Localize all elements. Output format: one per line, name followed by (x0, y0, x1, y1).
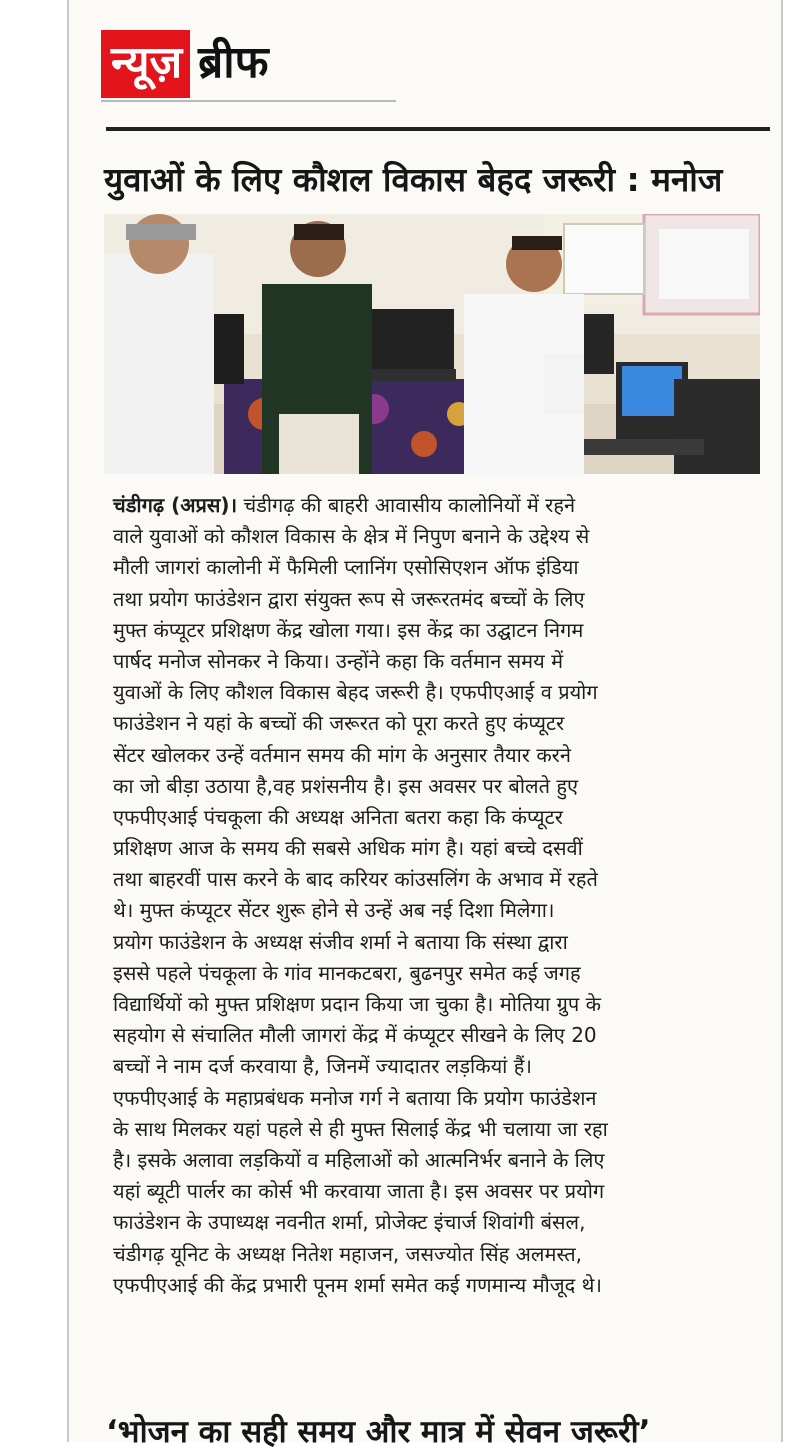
article-line: बच्चों ने नाम दर्ज करवाया है, जिनमें ज्यादातर लड़कियां हैं। (113, 1054, 532, 1079)
article-line: तथा बाहरवीं पास करने के बाद करियर कांउसलिंग के अभाव में रहते (113, 867, 598, 892)
article-line-text: चंडीगढ़ की बाहरी आवासीय कालोनियों में रहने (243, 493, 576, 517)
section-divider (106, 127, 770, 131)
article-line: मुफ्त कंप्यूटर प्रशिक्षण केंद्र खोला गया। इस केंद्र का उद्घाटन निगम (113, 617, 584, 642)
next-article-headline: ‘भोजन का सही समय और मात्र में सेवन जरूरी’ (106, 1414, 651, 1450)
article-line: प्रशिक्षण आज के समय की सबसे अधिक मांग है। यहां बच्चे दसवीं (113, 836, 583, 861)
article-line: एफपीएआई के महाप्रबंधक मनोज गर्ग ने बताया कि प्रयोग फाउंडेशन (113, 1085, 597, 1110)
article-line: फाउंडेशन ने यहां के बच्चों की जरूरत को पूरा करते हुए कंप्यूटर (113, 711, 565, 736)
article-line: है। इसके अलावा लड़कियों व महिलाओं को आत्मनिर्भर बनाने के लिए (113, 1147, 605, 1172)
article-line: थे। मुफ्त कंप्यूटर सेंटर शुरू होने से उन्हें अब नई दिशा मिलेगा। (113, 898, 555, 923)
news-brief-logo (101, 28, 269, 100)
article-body (113, 490, 763, 1301)
article-line: युवाओं के लिए कौशल विकास बेहद जरूरी है। एफपीएआई व प्रयोग (113, 680, 598, 705)
article-line: वाले युवाओं को कौशल विकास के क्षेत्र में निपुण बनाने के उद्देश्य से (113, 524, 590, 549)
article-line: सहयोग से संचालित मौली जागरां केंद्र में कंप्यूटर सीखने के लिए 20 (113, 1023, 597, 1048)
article-line: विद्यार्थियों को मुफ्त प्रशिक्षण प्रदान किया जा चुका है। मोतिया ग्रुप के (113, 992, 601, 1016)
article-dateline: चंडीगढ़ (अप्रस)। (113, 493, 238, 517)
article-line: यहां ब्यूटी पार्लर का कोर्स भी करवाया जाता है। इस अवसर पर प्रयोग (113, 1179, 605, 1204)
article-line: प्रयोग फाउंडेशन के अध्यक्ष संजीव शर्मा ने बताया कि संस्था द्वारा (113, 929, 568, 954)
article-line: के साथ मिलकर यहां पहले से ही मुफ्त सिलाई केंद्र भी चलाया जा रहा (113, 1116, 608, 1141)
article-line: चंडीगढ़ यूनिट के अध्यक्ष नितेश महाजन, जसज्योत सिंह अलमस्त, (113, 1241, 582, 1266)
logo-black-text: ब्रीफ (198, 37, 269, 88)
article-line: मौली जागरां कालोनी में फैमिली प्लानिंग एसोसिएशन ऑफ इंडिया (113, 555, 579, 580)
article-photo (104, 214, 760, 474)
article-line: फाउंडेशन के उपाध्यक्ष नवनीत शर्मा, प्रोजेक्ट इंचार्ज शिवांगी बंसल, (113, 1210, 586, 1235)
article-line: इससे पहले पंचकूला के गांव मानकटबरा, बुढनपुर समेत कई जगह (113, 960, 581, 985)
article-line: एफपीएआई पंचकूला की अध्यक्ष अनिता बतरा कहा कि कंप्यूटर (113, 804, 563, 829)
article-line: तथा प्रयोग फाउंडेशन द्वारा संयुक्त रूप से जरूरतमंद बच्चों के लिए (113, 586, 585, 611)
article-line (113, 490, 763, 521)
article-line: पार्षद मनोज सोनकर ने किया। उन्होंने कहा कि वर्तमान समय में (113, 648, 564, 673)
article-headline: युवाओं के लिए कौशल विकास बेहद जरूरी : मनोज (104, 160, 723, 199)
article-line: का जो बीड़ा उठाया है,वह प्रशंसनीय है। इस अवसर पर बोलते हुए (113, 773, 579, 798)
logo-underline (101, 100, 396, 102)
article-line: सेंटर खोलकर उन्हें वर्तमान समय की मांग के अनुसार तैयार करने (113, 742, 571, 767)
photo-computer-lab (104, 214, 760, 474)
article-line: एफपीएआई की केंद्र प्रभारी पूनम शर्मा समेत कई गणमान्य मौजूद थे। (113, 1272, 602, 1297)
logo-red-block: न्यूज़ (101, 30, 190, 98)
